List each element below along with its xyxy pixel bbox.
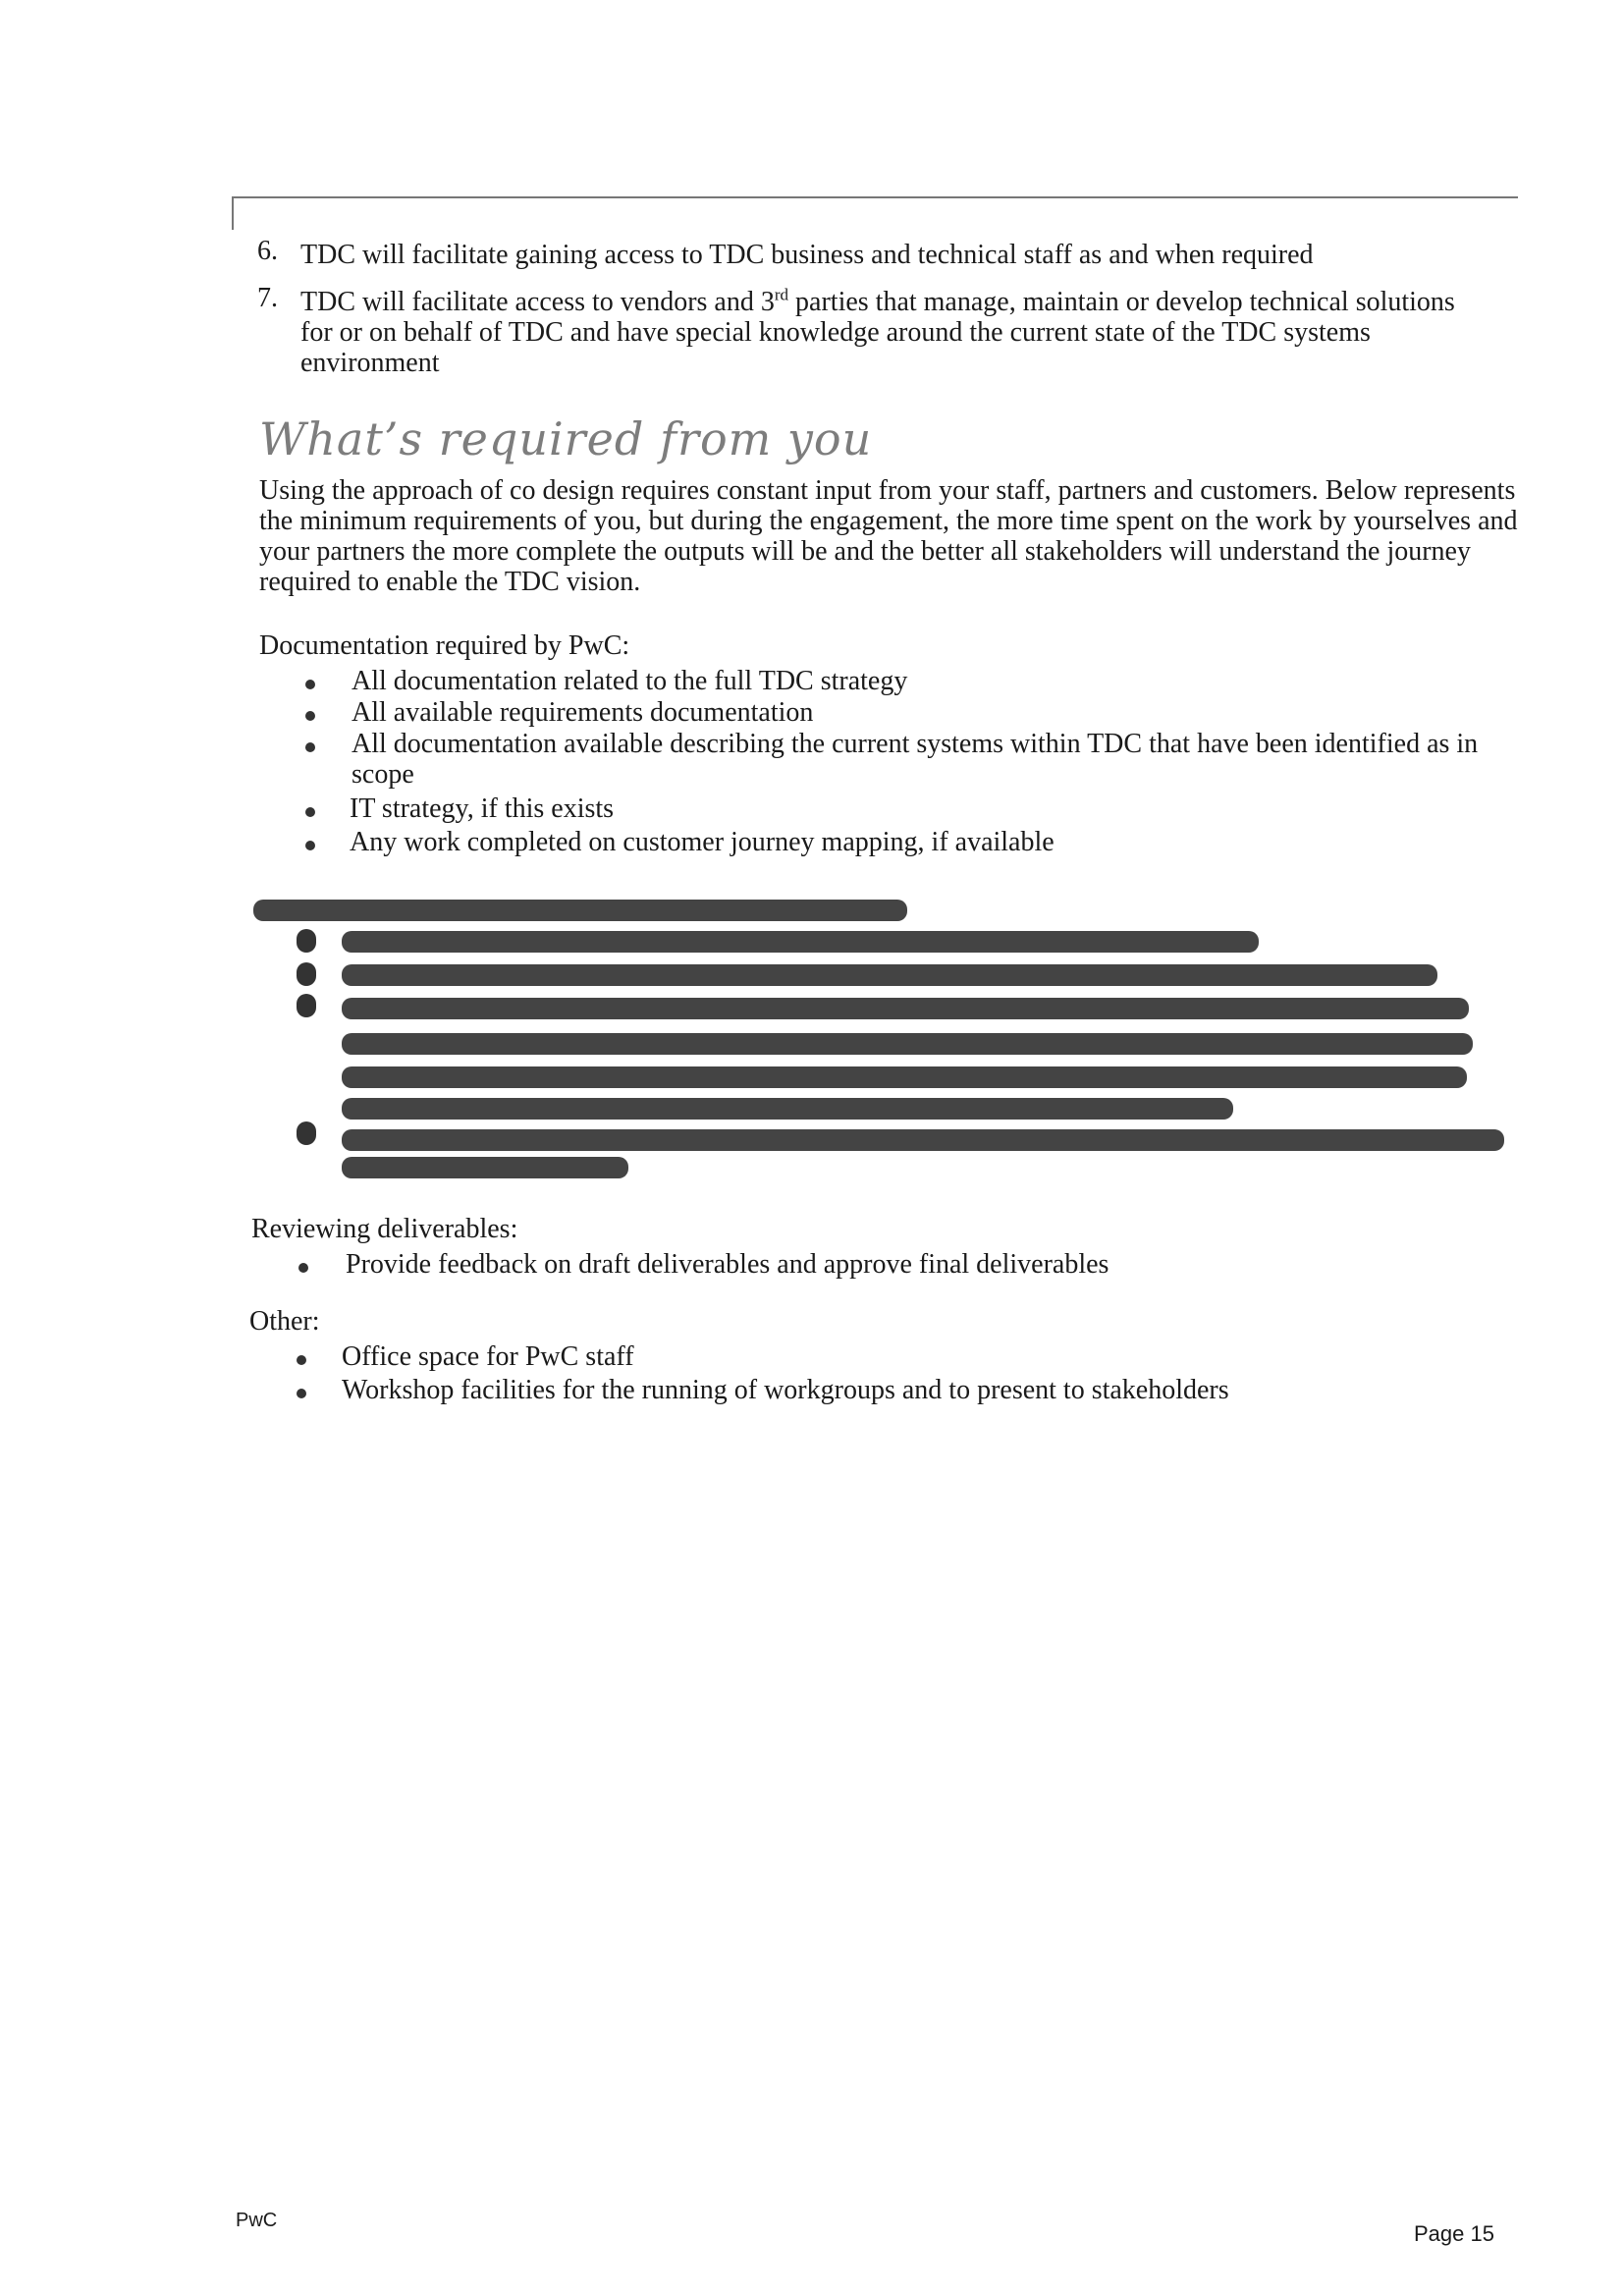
section-heading: What’s required from you [259,412,873,465]
redaction-bullet [297,929,316,953]
item-6-text: TDC will facilitate gaining access to TDC business and technical staff as and when required [300,240,1314,270]
redaction-bar [342,964,1437,986]
doc-item-5: Any work completed on customer journey mapping, if available [350,827,1055,857]
review-item-1: Provide feedback on draft deliverables and approve final deliverables [346,1249,1109,1280]
header-rule-tick [232,196,234,230]
other-item-2: Workshop facilities for the running of workgroups and to present to stakeholders [342,1375,1229,1405]
other-label: Other: [249,1306,320,1337]
doc-item-1: All documentation related to the full TDC strategy [352,666,908,696]
redaction-bar [342,998,1469,1019]
doc-item-3: All documentation available describing the current systems within TDC that have been identified as in scope [352,729,1479,790]
redaction-bar [342,1157,628,1178]
other-item-1: Office space for PwC staff [342,1341,634,1372]
bullet [298,1263,308,1273]
redaction-bullet [297,1121,316,1145]
bullet [305,680,315,689]
redaction-bar [342,1033,1473,1055]
intro-paragraph: Using the approach of co design requires constant input from your staff, partners and customers. Below represents the minimum requirements of you, but during the engagement, the more time spent on the work by yourselves and your partners the more complete the outputs will be and the better all stakeholders will understand the journey required to enable the TDC vision. [259,475,1518,597]
item-7-superscript: rd [774,285,789,304]
doc-item-2: All available requirements documentation [352,697,814,728]
bullet [305,807,315,817]
header-rule [232,196,1518,198]
redaction-bar [342,931,1259,953]
redaction-bar [253,900,907,921]
redaction-bar [342,1129,1504,1151]
bullet [297,1355,306,1365]
redaction-bullet [297,962,316,986]
redaction-bar [342,1098,1233,1120]
item-7-number: 7. [257,283,278,313]
bullet [305,711,315,721]
footer-company: PwC [236,2210,278,2231]
documentation-label: Documentation required by PwC: [259,630,630,661]
bullet [305,742,315,752]
bullet [297,1389,306,1398]
page-number: Page 15 [1414,2221,1494,2246]
bullet [305,841,315,850]
item-6-number: 6. [257,236,278,266]
redaction-bar [342,1066,1467,1088]
item-7-text: TDC will facilitate access to vendors and 3rd parties that manage, maintain or develop technical solutions for or on behalf of TDC and have special knowledge around the current state of the TDC systems environment [300,285,1455,378]
reviewing-label: Reviewing deliverables: [251,1214,518,1244]
redaction-bullet [297,994,316,1017]
doc-item-4: IT strategy, if this exists [350,793,615,824]
